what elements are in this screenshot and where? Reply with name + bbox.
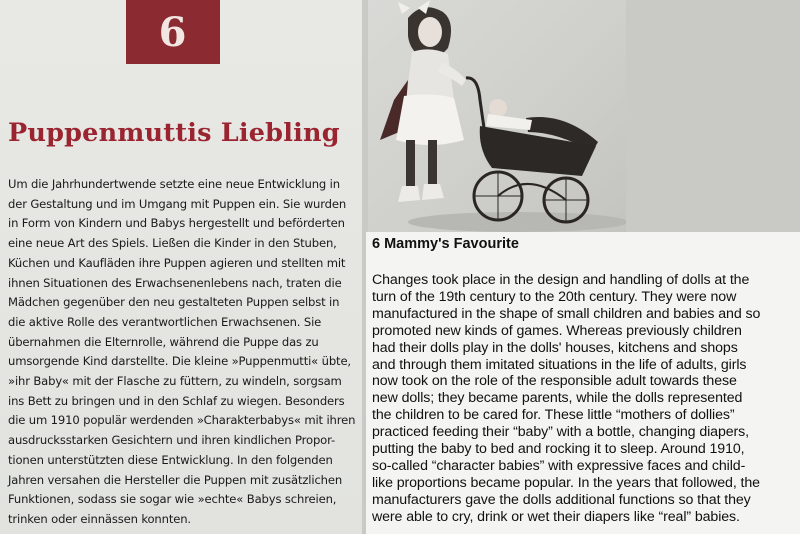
german-title: Puppenmuttis Liebling: [8, 118, 340, 148]
german-body-text: [8, 175, 362, 530]
english-line: had their dolls play in the dolls' houses, kitchens and shops: [372, 339, 738, 356]
german-line: Küchen und Kaufläden ihre Puppen agieren und stellten mit: [8, 255, 346, 270]
german-line: Jahren versahen die Hersteller die Puppen mit zusätzlichen: [8, 472, 343, 487]
german-line: tionen unterstützten diese Entwicklung. In den folgenden: [8, 452, 333, 467]
vintage-photo: [368, 0, 626, 235]
german-line: Funktionen, sodass sie sogar wie »echte« Babys schreien,: [8, 492, 337, 507]
english-line: putting the baby to bed and rocking it to sleep. Around 1910,: [372, 441, 745, 458]
english-title: 6 Mammy's Favourite: [372, 236, 519, 252]
english-line: the children to be cared for. These little “mothers of dollies”: [372, 407, 735, 424]
english-line: Changes took place in the design and handling of dolls at the: [372, 272, 750, 288]
exhibit-number: 6: [158, 8, 188, 56]
english-line: new dolls; they became parents, while the dolls represented: [372, 390, 743, 407]
german-line: übernahmen die Elternrolle, während die Puppe das zu: [8, 334, 319, 349]
german-line: »ihr Baby« mit der Flasche zu füttern, zu windeln, sorgsam: [8, 374, 342, 389]
english-line: turn of the 19th century to the 20th century. They were now: [372, 288, 737, 305]
german-line: ihnen Situationen des Erwachsenenlebens nach, traten die: [8, 275, 342, 290]
english-line: were able to cry, drink or wet their diapers like “real” babies.: [372, 508, 740, 525]
english-line: like proportions became popular. In the years that followed, the: [372, 474, 760, 491]
german-line: Um die Jahrhundertwende setzte eine neue Entwicklung in: [8, 177, 340, 191]
english-body-text: [372, 272, 800, 526]
german-line: trinken oder einnässen konnten.: [8, 511, 191, 526]
english-line: promoted new kinds of games. Whereas previously children: [372, 322, 742, 339]
english-line: manufacturers gave the dolls additional functions so that they: [372, 491, 751, 508]
german-line: in Form von Kindern und Babys hergestellt und beförderten: [8, 216, 345, 231]
exhibit-number-badge: [126, 0, 220, 64]
german-line: umsorgende Kind darstellte. Die kleine »Puppenmutti« übte,: [8, 354, 351, 369]
girl-with-pram-illustration: [368, 0, 626, 235]
english-line: practiced feeding their “baby” with a bottle, changing diapers,: [372, 424, 749, 441]
german-line: die um 1910 populär werdenden »Charakterbabys« mit ihren: [8, 413, 356, 428]
german-line: Mädchen gegenüber den neu gestalteten Puppen selbst in: [8, 295, 340, 310]
german-line: der Gestaltung und im Umgang mit Puppen ein. Sie wurden: [8, 196, 347, 211]
german-line: ausdrucksstarken Gesichtern und ihren kindlichen Propor-: [8, 433, 336, 448]
english-line: now took on the role of the responsible adult towards these: [372, 373, 737, 390]
german-line: eine neue Art des Spiels. Ließen die Kinder in den Stuben,: [8, 236, 337, 251]
german-line: ins Bett zu bringen und in den Schlaf zu wiegen. Besonders: [8, 393, 345, 408]
english-line: manufactured in the shape of small children and babies and so: [372, 305, 761, 322]
english-line: so-called “character babies” with expressive faces and child-: [372, 457, 746, 474]
english-line: and through them imitated situations in the life of adults, girls: [372, 356, 747, 373]
german-line: die aktive Rolle des verantwortlichen Erwachsenen. Sie: [8, 314, 322, 329]
